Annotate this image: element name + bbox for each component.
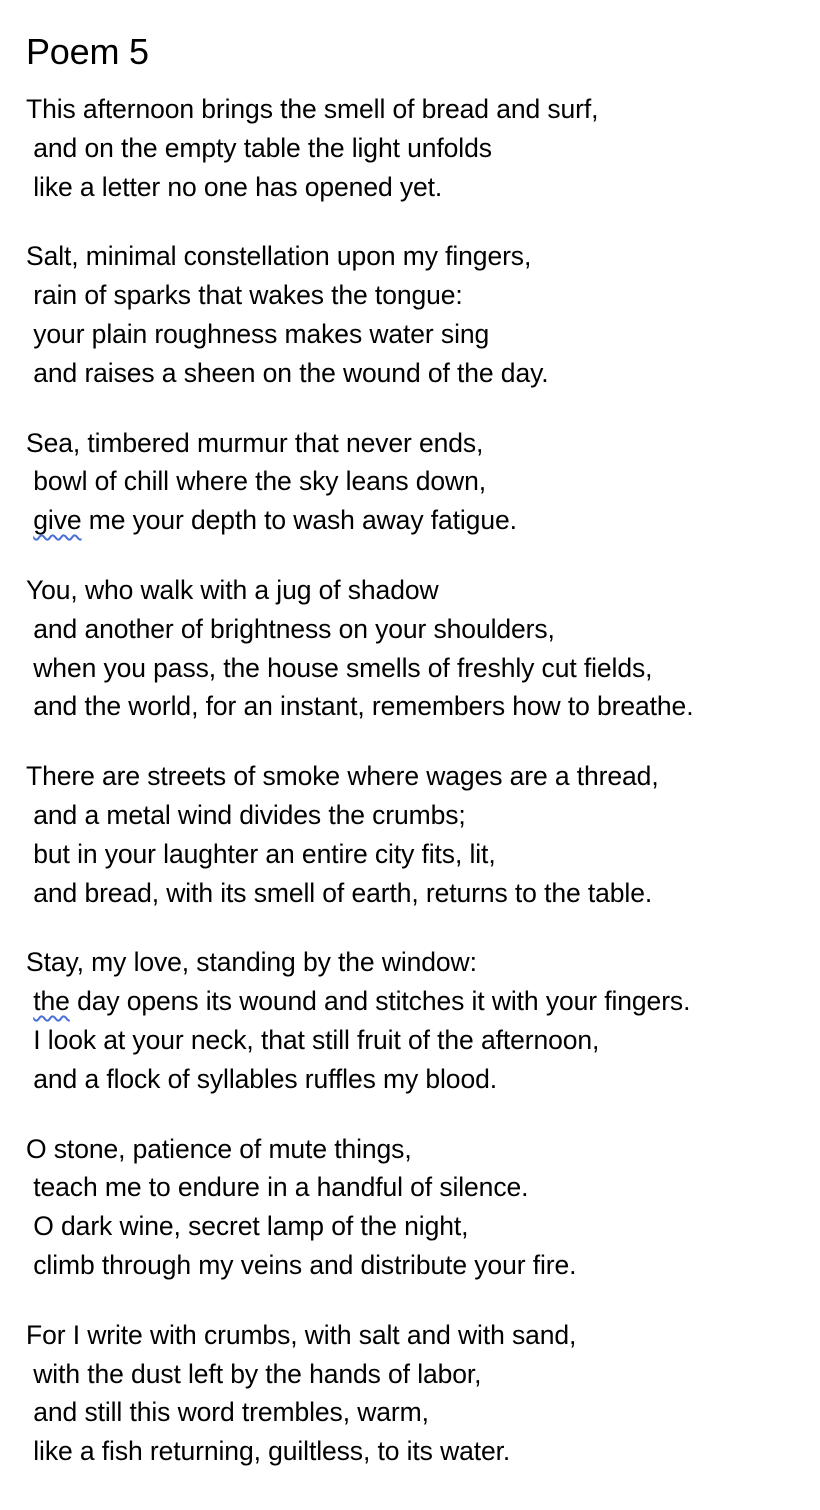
poem-line: Stay, my love, standing by the window:: [26, 947, 477, 978]
poem-line: and on the empty table the light unfolds: [26, 132, 492, 163]
poem-line: [26, 982, 816, 1021]
poem-line: and bread, with its smell of earth, returns to the table.: [26, 877, 653, 908]
poem-line: when you pass, the house smells of freshly cut fields,: [26, 652, 653, 683]
line-text: me your depth to wash away fatigue.: [81, 505, 517, 536]
poem-line: Sea, timbered murmur that never ends,: [26, 427, 484, 458]
poem-line: and a flock of syllables ruffles my blood.: [26, 1063, 497, 1094]
stanza: [26, 757, 816, 912]
poem-line: [26, 501, 816, 540]
stanza: [26, 1130, 816, 1285]
stanza: [26, 571, 816, 726]
poem-line: like a fish returning, guiltless, to its water.: [26, 1436, 511, 1467]
stanza: [26, 237, 816, 392]
stanza: [26, 1316, 816, 1471]
poem-line: You, who walk with a jug of shadow: [26, 574, 439, 605]
poem-line: but in your laughter an entire city fits, lit,: [26, 838, 496, 869]
poem-line: teach me to endure in a handful of silence.: [26, 1172, 529, 1203]
poem-line: rain of sparks that wakes the tongue:: [26, 280, 463, 311]
poem-line: climb through my veins and distribute your fire.: [26, 1249, 577, 1280]
poem-body: [26, 90, 816, 1471]
poem-line: and still this word trembles, warm,: [26, 1397, 429, 1428]
poem-line: and another of brightness on your shoulders,: [26, 613, 555, 644]
poem-line: O stone, patience of mute things,: [26, 1133, 412, 1164]
poem-line: and raises a sheen on the wound of the day.: [26, 357, 549, 388]
stanza: [26, 943, 816, 1098]
poem-line: and the world, for an instant, remembers how to breathe.: [26, 691, 694, 722]
stanza: [26, 424, 816, 540]
poem-line: your plain roughness makes water sing: [26, 318, 490, 349]
poem-line: and a metal wind divides the crumbs;: [26, 799, 466, 830]
spellcheck-word[interactable]: the: [33, 986, 70, 1017]
poem-line: For I write with crumbs, with salt and with sand,: [26, 1319, 577, 1350]
poem-line: I look at your neck, that still fruit of the afternoon,: [26, 1024, 600, 1055]
document-page: [26, 0, 816, 1502]
poem-line: This afternoon brings the smell of bread and surf,: [26, 94, 599, 124]
line-text: day opens its wound and stitches it with your fingers.: [69, 986, 691, 1017]
poem-line: with the dust left by the hands of labor,: [26, 1358, 482, 1389]
poem-line: like a letter no one has opened yet.: [26, 171, 443, 202]
poem-line: Salt, minimal constellation upon my fingers,: [26, 241, 532, 272]
poem-line: There are streets of smoke where wages are a thread,: [26, 761, 659, 792]
spellcheck-word[interactable]: give: [33, 505, 82, 536]
poem-line: O dark wine, secret lamp of the night,: [26, 1211, 469, 1242]
stanza: [26, 90, 816, 206]
poem-title: Poem 5: [26, 31, 149, 72]
poem-line: bowl of chill where the sky leans down,: [26, 466, 486, 497]
